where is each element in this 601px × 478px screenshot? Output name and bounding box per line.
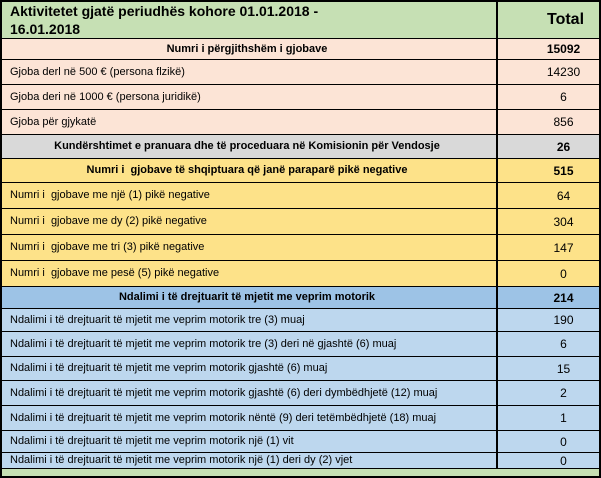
row-label: Kundërshtimet e pranuara dhe të proceduara në Komisionin për Vendosje [2, 135, 498, 158]
row-label: Ndalimi i të drejtuarit të mjetit me veprim motorik një (1) deri dy (2) vjet [2, 453, 498, 468]
row-label: Ndalimi i të drejtuarit të mjetit me veprim motorik një (1) vit [2, 431, 498, 452]
row-label: Numri i gjobave të shqiptuara që janë paraparë pikë negative [2, 159, 498, 182]
row-label: Ndalimi i të drejtuarit të mjetit me veprim motorik tre (3) muaj [2, 309, 498, 331]
table-row [2, 287, 599, 309]
row-value: 190 [553, 313, 574, 327]
report-title-line1: Aktivitetet gjatë periudhës kohore 01.01.2018 - [10, 2, 319, 19]
table-header-row [2, 2, 599, 39]
row-value: 147 [553, 240, 574, 255]
row-value: 6 [560, 337, 567, 351]
row-value: 214 [553, 290, 574, 305]
report-title-line2: 16.01.2018 [10, 21, 81, 37]
row-label: Numri i gjobave me një (1) pikë negative [2, 183, 498, 208]
row-value: 0 [560, 453, 567, 468]
table-row [2, 357, 599, 381]
row-value: 15 [556, 361, 571, 376]
row-value: 0 [560, 434, 567, 449]
table-row [2, 235, 599, 261]
table-row [2, 332, 599, 357]
bottom-green-strip [2, 469, 599, 476]
row-value: 515 [553, 163, 574, 178]
table-row [2, 110, 599, 135]
row-label: Numri i gjobave me pesë (5) pikë negative [2, 261, 498, 286]
row-label: Numri i gjobave me tri (3) pikë negative [2, 235, 498, 260]
table-row [2, 309, 599, 332]
table-row [2, 39, 599, 60]
table-row [2, 159, 599, 183]
row-label: Ndalimi i të drejtuarit të mjetit me veprim motorik gjashtë (6) muaj [2, 357, 498, 380]
row-label: Ndalimi i të drejtuarit të mjetit me veprim motorik nëntë (9) deri tetëmbëdhjetë (18) muaj [2, 406, 498, 430]
row-value: 15092 [546, 42, 581, 56]
table-row [2, 406, 599, 431]
table-row [2, 183, 599, 209]
table-row [2, 135, 599, 159]
row-label: Ndalimi i të drejtuarit të mjetit me veprim motorik tre (3) deri në gjashtë (6) muaj [2, 332, 498, 356]
row-label: Ndalimi i të drejtuarit të mjetit me veprim motorik [2, 287, 498, 308]
row-value: 1 [560, 411, 567, 425]
table-row [2, 381, 599, 406]
row-label: Gjoba deri në 1000 € (persona juridikë) [2, 85, 498, 109]
row-value: 6 [560, 90, 567, 104]
row-value: 64 [556, 188, 571, 203]
table-row [2, 431, 599, 453]
row-value: 0 [560, 266, 567, 281]
table-row [2, 209, 599, 235]
total-column-header: Total [546, 11, 585, 28]
row-value: 856 [553, 115, 574, 129]
table-row [2, 453, 599, 469]
row-value: 2 [560, 386, 567, 400]
row-label: Ndalimi i të drejtuarit të mjetit me veprim motorik gjashtë (6) deri dymbëdhjetë (12) muaj [2, 381, 498, 405]
table-row [2, 85, 599, 110]
row-value: 26 [556, 139, 571, 154]
table-row [2, 261, 599, 287]
row-label: Numri i përgjithshëm i gjobave [2, 39, 498, 59]
row-value: 304 [553, 214, 574, 229]
row-label: Gjoba derl në 500 € (persona flzikë) [2, 60, 498, 84]
row-label: Gjoba për gjykatë [2, 110, 498, 134]
table-row [2, 60, 599, 85]
row-label: Numri i gjobave me dy (2) pikë negative [2, 209, 498, 234]
report-title [2, 2, 498, 38]
row-value: 14230 [546, 65, 581, 79]
